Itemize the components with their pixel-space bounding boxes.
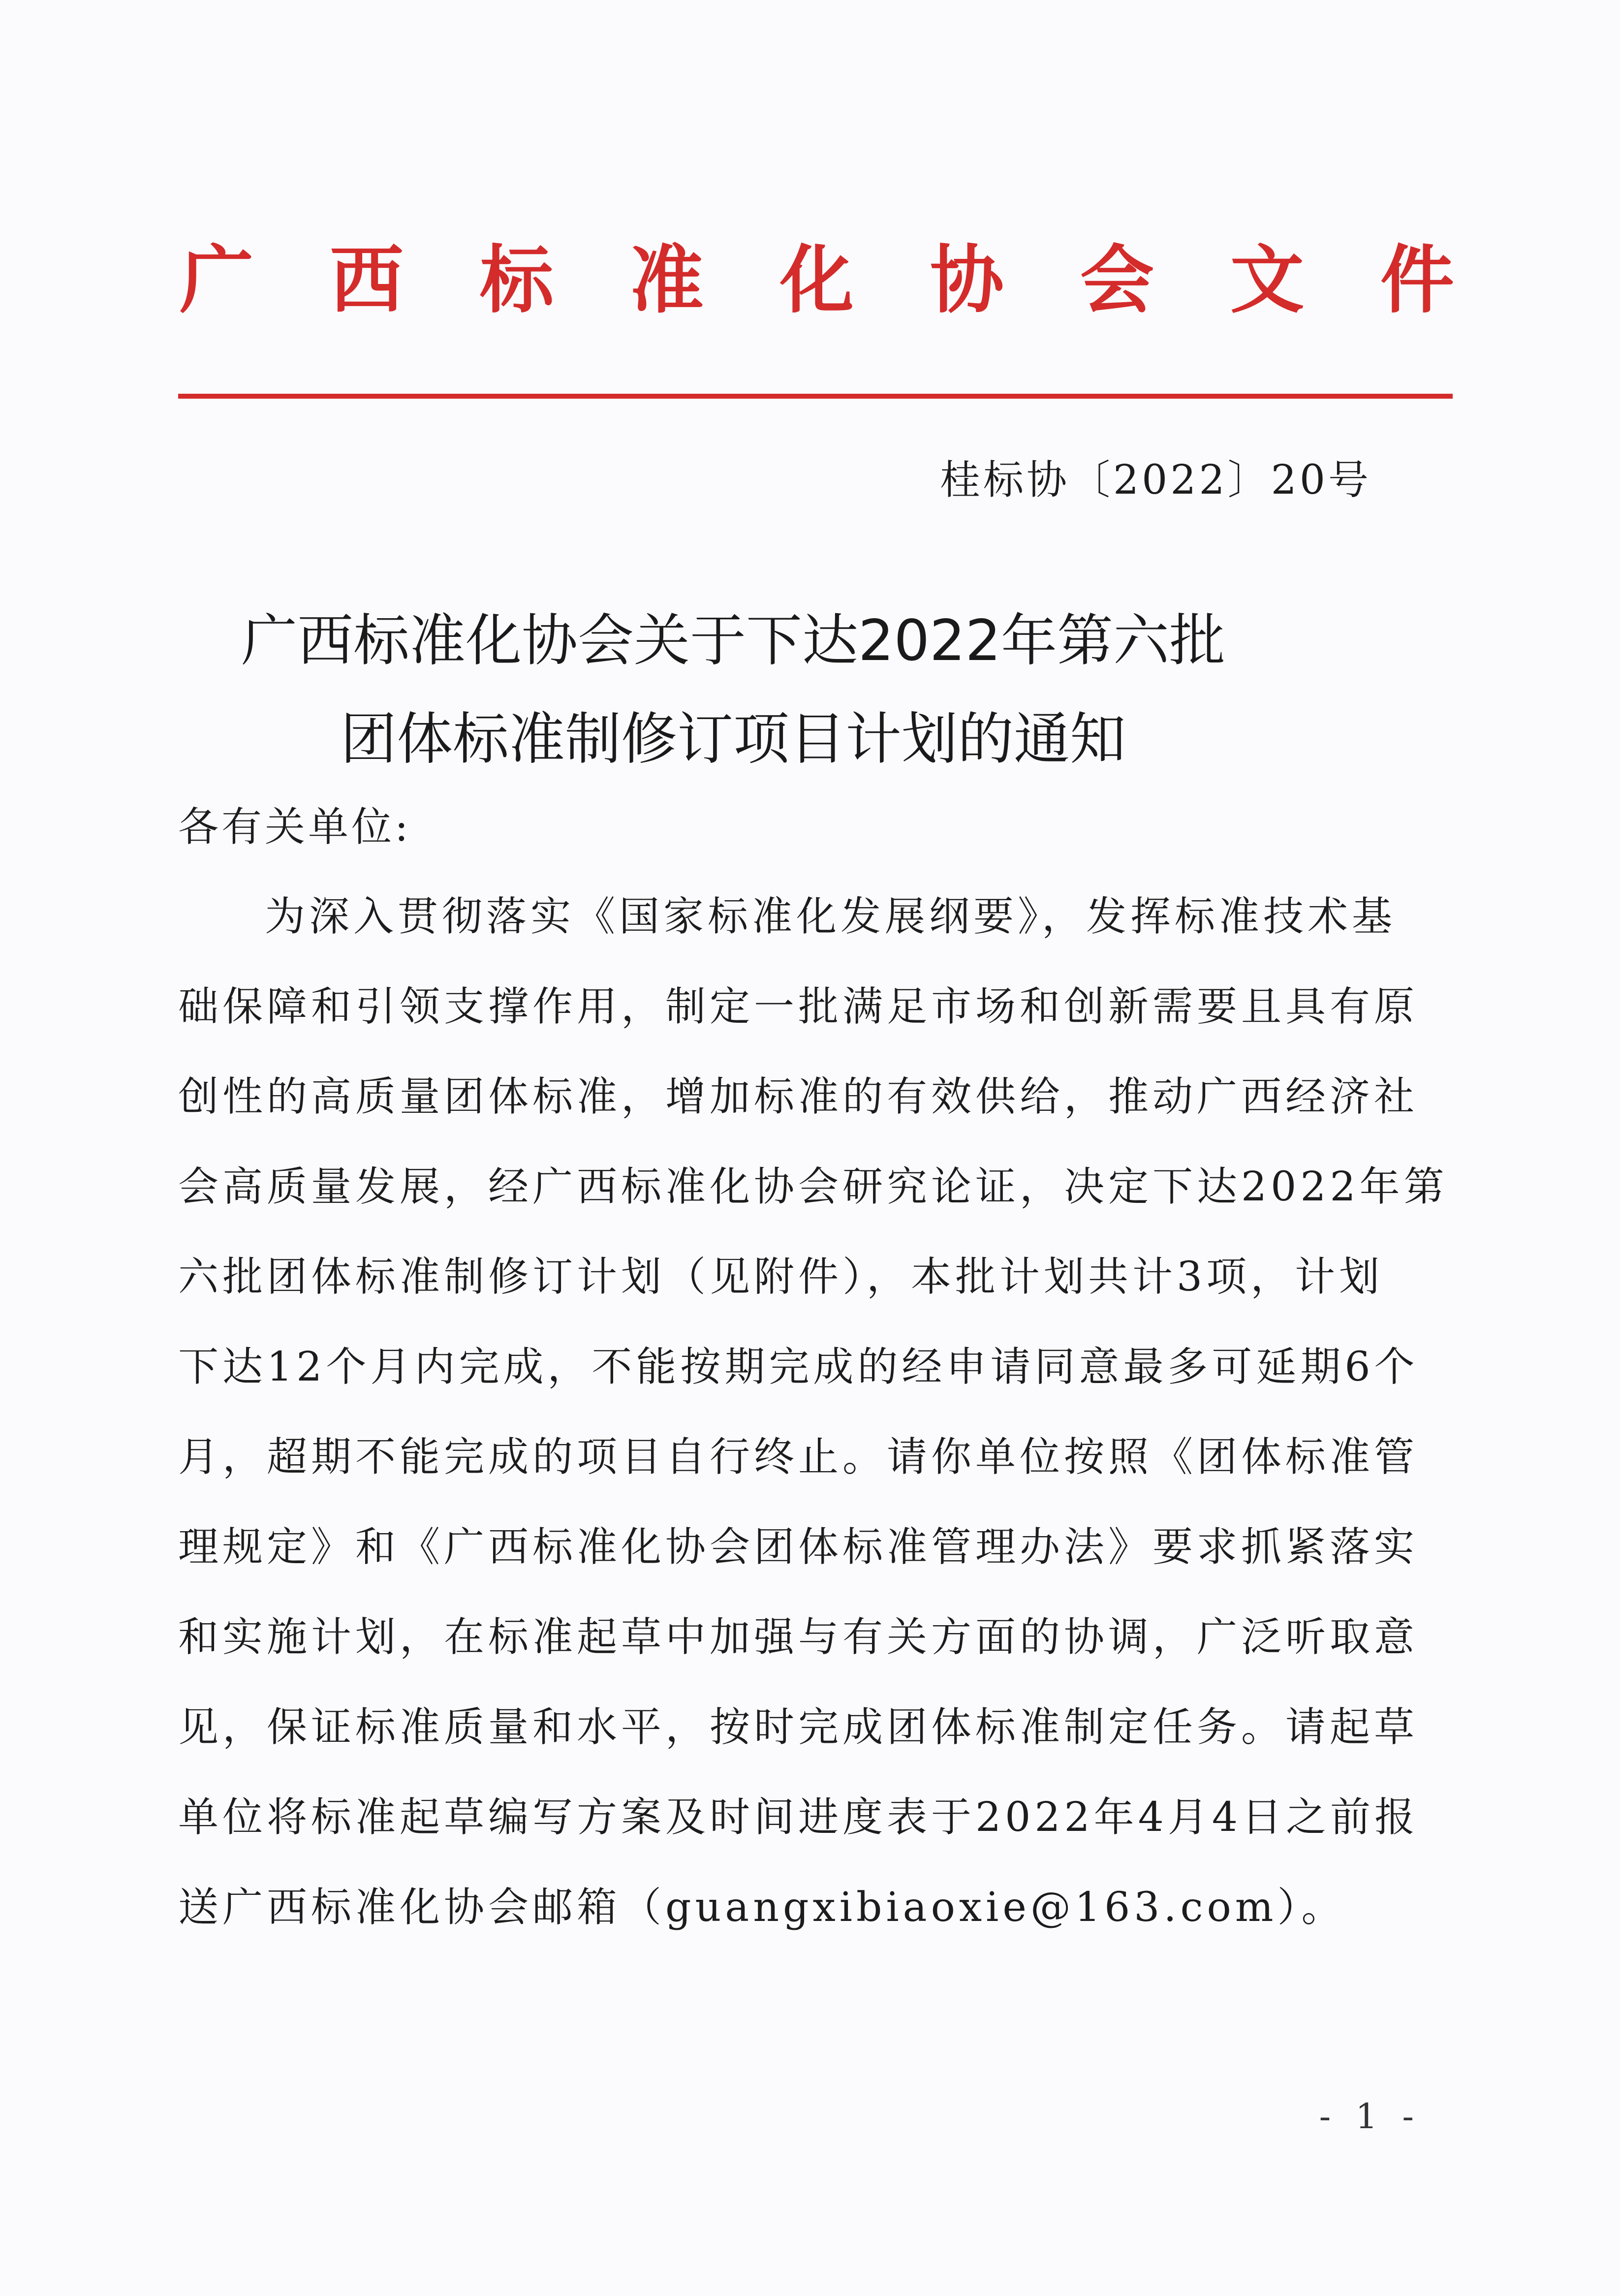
header-char: 会: [1080, 238, 1154, 323]
page-number: - 1 -: [1319, 2096, 1421, 2137]
body-line: 送广西标准化协会邮箱（guangxibiaoxie@163.com）。: [178, 1884, 1346, 1931]
body-line: 和实施计划，在标准起草中加强与有关方面的协调，广泛听取意: [178, 1614, 1419, 1661]
header-char: 准: [629, 238, 704, 323]
header-char: 化: [779, 238, 854, 323]
document-title-line-1: 广西标准化协会关于下达2022年第六批: [241, 608, 1226, 673]
body-line: 础保障和引领支撑作用，制定一批满足市场和创新需要且具有原: [178, 983, 1419, 1030]
body-line: 为深入贯彻落实《国家标准化发展纲要》，发挥标准技术基: [265, 893, 1397, 940]
salutation: 各有关单位:: [178, 804, 411, 850]
body-line: 创性的高质量团体标准，增加标准的有效供给，推动广西经济社: [178, 1073, 1419, 1120]
document-header-title: [180, 231, 1454, 330]
header-char: 标: [479, 238, 554, 323]
body-line: 下达12个月内完成，不能按期完成的经申请同意最多可延期6个: [178, 1344, 1419, 1390]
body-line: 理规定》和《广西标准化协会团体标准管理办法》要求抓紧落实: [178, 1524, 1419, 1571]
header-char: 西: [329, 238, 404, 323]
header-char: 文: [1230, 238, 1304, 323]
header-char: 协: [930, 238, 1004, 323]
header-char: 件: [1380, 238, 1454, 323]
body-line: 见，保证标准质量和水平，按时完成团体标准制定任务。请起草: [178, 1704, 1419, 1751]
body-line: 六批团体标准制修订计划（见附件），本批计划共计3项，计划: [178, 1254, 1384, 1300]
body-line: 月，超期不能完成的项目自行终止。请你单位按照《团体标准管: [178, 1434, 1419, 1480]
header-char: 广: [180, 238, 254, 323]
document-title-line-2: 团体标准制修订项目计划的通知: [340, 706, 1126, 772]
header-divider: [178, 394, 1453, 399]
body-line: 会高质量发展，经广西标准化协会研究论证，决定下达2022年第: [178, 1164, 1448, 1210]
document-number: 桂标协〔2022〕20号: [939, 457, 1371, 503]
body-line: 单位将标准起草编写方案及时间进度表于2022年4月4日之前报: [178, 1794, 1419, 1841]
